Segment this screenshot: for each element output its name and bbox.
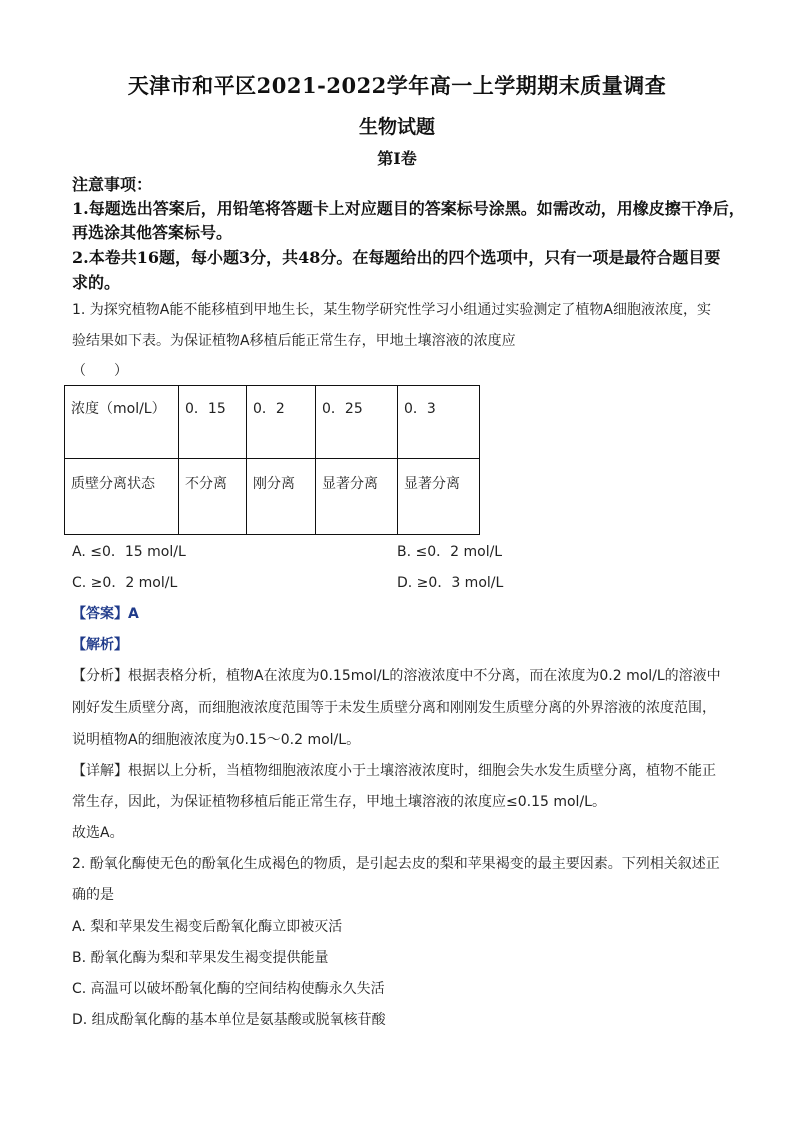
table-row <box>65 386 480 459</box>
q1-option-d: D. ≥0．3 mol/L <box>397 575 504 591</box>
q1-detail-2: 常生存，因此，为保证植物移植后能正常生存，甲地土壤溶液的浓度应≤0.15 mol/L。 <box>72 794 606 810</box>
exam-volume: 第I卷 <box>377 149 417 168</box>
table-cell: 不分离 <box>179 459 247 535</box>
q1-paren: （ ） <box>72 363 128 379</box>
table-cell: 浓度（mol/L） <box>65 386 179 459</box>
exam-title: 天津市和平区2021-2022学年高一上学期期末质量调查 <box>127 73 667 98</box>
concentration-table <box>64 385 480 535</box>
table-cell: 0．3 <box>398 386 480 459</box>
q2-stem-b: 确的是 <box>72 887 114 903</box>
q2-option-b: B. 酚氧化酶为梨和苹果发生褐变提供能量 <box>72 950 329 966</box>
table-cell: 刚分离 <box>247 459 316 535</box>
table-row <box>65 459 480 535</box>
q1-conclusion: 故选A。 <box>72 825 124 841</box>
notice-line-2a: 2.本卷共16题，每小题3分，共48分。在每题给出的四个选项中，只有一项是最符合题目要 <box>72 248 721 267</box>
q1-stem-b: 验结果如下表。为保证植物A移植后能正常生存，甲地土壤溶液的浓度应 <box>72 333 516 349</box>
table-cell: 0．2 <box>247 386 316 459</box>
table-cell: 显著分离 <box>316 459 398 535</box>
notice-line-1b: 再选涂其他答案标号。 <box>72 223 233 242</box>
q1-analysis-label: 【解析】 <box>72 637 128 653</box>
table-cell: 显著分离 <box>398 459 480 535</box>
q1-detail-1: 【详解】根据以上分析，当植物细胞液浓度小于土壤溶液浓度时，细胞会失水发生质壁分离，植物不能正 <box>72 763 716 779</box>
q2-option-d: D. 组成酚氧化酶的基本单位是氨基酸或脱氧核苷酸 <box>72 1012 386 1028</box>
exam-subject: 生物试题 <box>358 116 435 138</box>
q1-answer: 【答案】A <box>72 606 139 622</box>
notice-line-1a: 1.每题选出答案后，用铅笔将答题卡上对应题目的答案标号涂黑。如需改动，用橡皮擦干净后， <box>72 199 745 218</box>
q1-option-c: C. ≥0．2 mol/L <box>72 575 178 591</box>
table-cell: 0．15 <box>179 386 247 459</box>
q1-analysis-2: 刚好发生质壁分离，而细胞液浓度范围等于未发生质壁分离和刚刚发生质壁分离的外界溶液的浓度范围， <box>72 700 716 716</box>
notice-line-2b: 求的。 <box>72 273 121 292</box>
q2-stem-a: 2. 酚氧化酶使无色的酚氧化生成褐色的物质，是引起去皮的梨和苹果褐变的最主要因素。下列相关叙述正 <box>72 856 720 872</box>
q1-option-a: A. ≤0．15 mol/L <box>72 544 186 560</box>
q1-option-b: B. ≤0．2 mol/L <box>397 544 503 560</box>
table-cell: 质壁分离状态 <box>65 459 179 535</box>
q1-analysis-1: 【分析】根据表格分析，植物A在浓度为0.15mol/L的溶液浓度中不分离，而在浓度为0.2 mol/L的溶液中 <box>72 668 721 684</box>
table-cell: 0．25 <box>316 386 398 459</box>
q2-option-a: A. 梨和苹果发生褐变后酚氧化酶立即被灭活 <box>72 919 343 935</box>
q1-analysis-3: 说明植物A的细胞液浓度为0.15～0.2 mol/L。 <box>72 732 361 748</box>
q1-stem-a: 1. 为探究植物A能不能移植到甲地生长，某生物学研究性学习小组通过实验测定了植物A细胞液浓度，实 <box>72 302 711 318</box>
notice-heading: 注意事项： <box>72 175 153 194</box>
q2-option-c: C. 高温可以破坏酚氧化酶的空间结构使酶永久失活 <box>72 981 385 997</box>
